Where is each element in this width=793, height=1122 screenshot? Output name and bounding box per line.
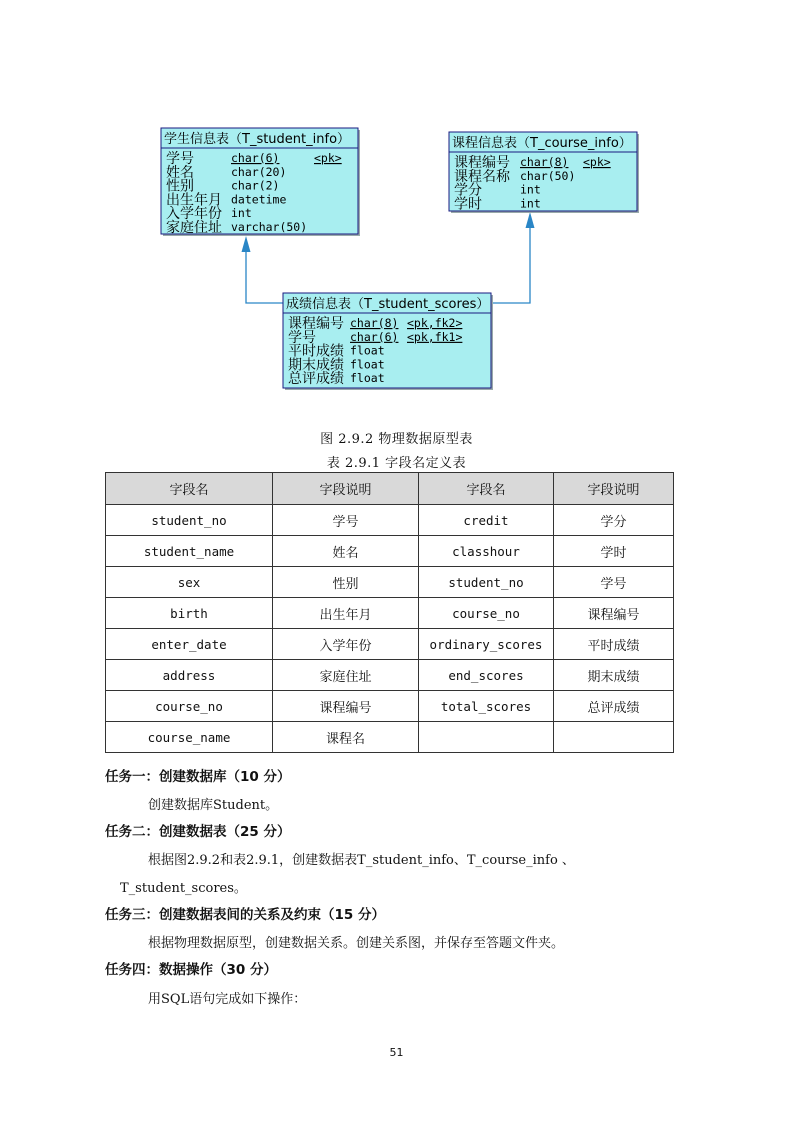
- entity-course-info: [449, 132, 639, 213]
- page-number: 51: [389, 1046, 404, 1059]
- entity-field-key: <pk,fk1>: [407, 329, 463, 344]
- field-desc-cell: 课程编号: [273, 691, 419, 722]
- task-1-text: 创建数据库Student。: [148, 798, 279, 813]
- entity-field-type: float: [350, 357, 385, 372]
- field-desc-cell: 入学年份: [273, 629, 419, 660]
- entity-title: 学生信息表（T_student_info）: [164, 132, 351, 147]
- field-desc-cell: 平时成绩: [554, 629, 674, 660]
- table-row: [106, 536, 674, 567]
- table-row: [106, 629, 674, 660]
- task-2-title: 任务二：创建数据表（25 分）: [105, 824, 291, 840]
- field-desc-cell: 学号: [554, 567, 674, 598]
- entity-field-type: char(8): [350, 316, 399, 330]
- arrow-to-student-icon: [242, 236, 251, 252]
- field-desc-cell: 课程编号: [554, 598, 674, 629]
- entity-field-type: char(2): [231, 178, 280, 193]
- field-name-cell: classhour: [419, 536, 554, 567]
- field-name-cell: [419, 722, 554, 753]
- field-definition-table: [105, 472, 674, 753]
- field-name-cell: end_scores: [419, 660, 554, 691]
- field-desc-cell: 姓名: [273, 536, 419, 567]
- header-field-name-1: 字段名: [106, 473, 273, 505]
- table-row: [106, 660, 674, 691]
- entity-field-type: int: [231, 206, 252, 221]
- field-desc-cell: [554, 722, 674, 753]
- entity-field-type: float: [350, 371, 385, 386]
- entity-field-key: <pk,fk2>: [407, 316, 463, 330]
- header-field-desc-1: 字段说明: [273, 473, 419, 505]
- connector-scores-to-course: [491, 216, 530, 303]
- table-row: [106, 505, 674, 536]
- field-name-cell: sex: [106, 567, 273, 598]
- field-desc-cell: 家庭住址: [273, 660, 419, 691]
- table-row: [106, 691, 674, 722]
- entity-field-type: char(6): [350, 329, 399, 344]
- entity-field-type: datetime: [231, 192, 287, 207]
- entity-field-type: int: [520, 182, 541, 197]
- table-row: [106, 598, 674, 629]
- entity-field-type: char(8): [520, 155, 569, 169]
- field-name-cell: student_no: [106, 505, 273, 536]
- entity-field-name: 姓名: [166, 164, 194, 181]
- entity-field-name: 课程名称: [454, 168, 510, 185]
- entity-field-name: 学号: [288, 329, 316, 346]
- connector-scores-to-student: [246, 240, 283, 303]
- task-1-title: 任务一：创建数据库（10 分）: [105, 769, 291, 785]
- task-3-title: 任务三：创建数据表间的关系及约束（15 分）: [105, 907, 385, 923]
- field-desc-cell: 期末成绩: [554, 660, 674, 691]
- entity-field-name: 学时: [454, 196, 482, 213]
- entity-field-name: 出生年月: [166, 192, 222, 209]
- entity-field-name: 课程编号: [288, 316, 344, 332]
- task-4-text: 用SQL语句完成如下操作：: [148, 992, 307, 1007]
- field-name-cell: course_name: [106, 722, 273, 753]
- physical-data-model-diagram: [0, 0, 793, 400]
- entity-student-scores: [283, 293, 493, 390]
- table-row: [106, 567, 674, 598]
- field-name-cell: ordinary_scores: [419, 629, 554, 660]
- field-name-cell: course_no: [419, 598, 554, 629]
- entity-field-type: int: [520, 196, 541, 211]
- entity-field-name: 家庭住址: [166, 220, 222, 236]
- entity-field-key: <pk>: [314, 151, 342, 165]
- entity-field-type: float: [350, 343, 385, 358]
- entity-field-name: 性别: [166, 178, 194, 195]
- arrow-to-course-icon: [526, 212, 535, 228]
- entity-field-type: char(50): [520, 168, 576, 183]
- task-4-title: 任务四：数据操作（30 分）: [105, 962, 277, 978]
- task-2-text-line2: T_student_scores。: [120, 881, 247, 896]
- entity-student-info: [161, 128, 360, 236]
- field-name-cell: student_name: [106, 536, 273, 567]
- field-desc-cell: 总评成绩: [554, 691, 674, 722]
- header-field-name-2: 字段名: [419, 473, 554, 505]
- field-name-cell: total_scores: [419, 691, 554, 722]
- task-3-text: 根据物理数据原型，创建数据关系。创建关系图，并保存至答题文件夹。: [148, 936, 565, 951]
- field-desc-cell: 出生年月: [273, 598, 419, 629]
- task-2-text-line1: 根据图2.9.2和表2.9.1，创建数据表T_student_info、T_course_info 、: [148, 853, 575, 868]
- entity-field-name: 入学年份: [166, 206, 222, 223]
- entity-field-type: varchar(50): [231, 220, 308, 234]
- field-desc-cell: 学分: [554, 505, 674, 536]
- entity-title: 课程信息表（T_course_info）: [452, 136, 632, 151]
- field-desc-cell: 课程名: [273, 722, 419, 753]
- figure-caption: 图 2.9.2 物理数据原型表: [320, 432, 473, 447]
- entity-title: 成绩信息表（T_student_scores）: [286, 297, 490, 312]
- header-field-desc-2: 字段说明: [554, 473, 674, 505]
- field-name-cell: enter_date: [106, 629, 273, 660]
- field-name-cell: birth: [106, 598, 273, 629]
- entity-field-name: 学号: [166, 151, 194, 167]
- field-name-cell: course_no: [106, 691, 273, 722]
- field-desc-cell: 学号: [273, 505, 419, 536]
- entity-field-type: char(20): [231, 164, 287, 179]
- entity-field-name: 平时成绩: [288, 343, 344, 360]
- field-name-cell: student_no: [419, 567, 554, 598]
- table-header-row: [106, 473, 674, 505]
- entity-field-name: 期末成绩: [288, 357, 344, 374]
- entity-field-name: 学分: [454, 182, 482, 199]
- entity-field-key: <pk>: [583, 155, 611, 169]
- entity-field-name: 课程编号: [454, 155, 510, 171]
- field-desc-cell: 学时: [554, 536, 674, 567]
- field-name-cell: address: [106, 660, 273, 691]
- field-desc-cell: 性别: [273, 567, 419, 598]
- table-caption: 表 2.9.1 字段名定义表: [326, 456, 467, 471]
- table-row: [106, 722, 674, 753]
- entity-field-type: char(6): [231, 151, 280, 165]
- field-name-cell: credit: [419, 505, 554, 536]
- entity-field-name: 总评成绩: [288, 371, 344, 388]
